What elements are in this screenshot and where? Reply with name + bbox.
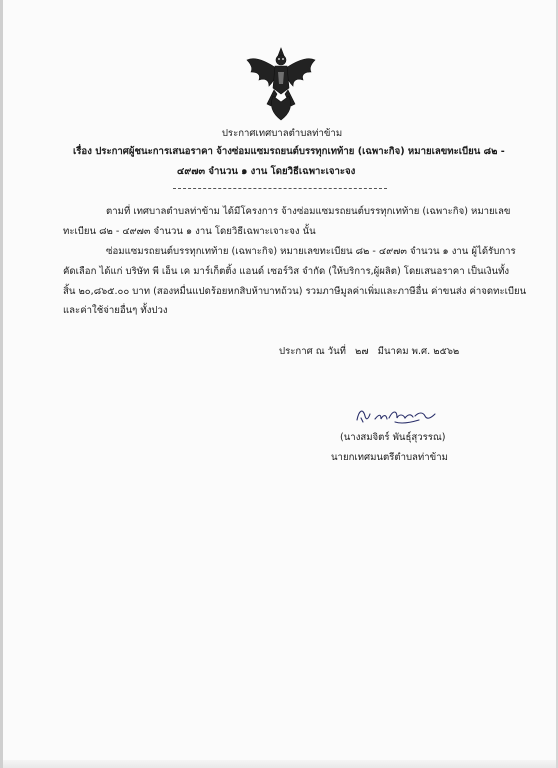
handwritten-signature-icon bbox=[353, 402, 439, 428]
announcement-day: ๒๗ bbox=[355, 346, 369, 357]
paragraph-2-line-2: คัดเลือก ได้แก่ บริษัท พี เอ็น เค มาร์เก็ตติ้ง แอนด์ เซอร์วิส จำกัด (ให้บริการ,ผู้ผลิต) โดยเสนอราคา เป็นเงินทั้ง bbox=[63, 266, 510, 277]
paragraph-2-line-3: สิ้น ๒๐,๘๖๕.๐๐ บาท (สองหมื่นแปดร้อยหกสิบห้าบาทถ้วน) รวมภาษีมูลค่าเพิ่มและภาษีอื่น ค่าขนส่ง ค่าจดทะเบียน bbox=[63, 286, 527, 297]
announcement-prefix: ประกาศ ณ วันที่ bbox=[279, 346, 346, 357]
document-title: ประกาศเทศบาลตำบลท่าข้าม bbox=[221, 128, 343, 139]
signatory-name: (นางสมจิตร์ พันธุ์สุวรรณ) bbox=[340, 432, 446, 443]
paragraph-1-line-2: ทะเบียน ๘๒ - ๔๙๗๓ จำนวน ๑ งาน โดยวิธีเฉพาะเจาะจง นั้น bbox=[63, 226, 316, 237]
paragraph-1-line-1: ตามที่ เทศบาลตำบลท่าข้าม ได้มีโครงการ จ้างซ่อมแซมรถยนต์บรรทุกเทท้าย (เฉพาะกิจ) หมายเลข bbox=[106, 206, 511, 217]
announcement-date bbox=[279, 346, 459, 358]
signatory-position: นายกเทศมนตรีตำบลท่าข้าม bbox=[331, 452, 448, 463]
announcement-month-year: มีนาคม พ.ศ. ๒๕๖๒ bbox=[377, 346, 460, 357]
paragraph-2-line-4: และค่าใช้จ่ายอื่นๆ ทั้งปวง bbox=[63, 305, 168, 316]
garuda-emblem-icon bbox=[243, 44, 319, 124]
subject-line-2: ๔๙๗๓ จำนวน ๑ งาน โดยวิธีเฉพาะเจาะจง bbox=[177, 166, 356, 177]
divider-line bbox=[173, 188, 387, 189]
subject-line-1: เรื่อง ประกาศผู้ชนะการเสนอราคา จ้างซ่อมแซมรถยนต์บรรทุกเทท้าย (เฉพาะกิจ) หมายเลขทะเบียน ๘๒ - bbox=[73, 146, 505, 157]
paragraph-2-line-1: ซ่อมแซมรถยนต์บรรทุกเทท้าย (เฉพาะกิจ) หมายเลขทะเบียน ๘๒ - ๔๙๗๓ จำนวน ๑ งาน ผู้ได้รับการ bbox=[106, 246, 516, 257]
